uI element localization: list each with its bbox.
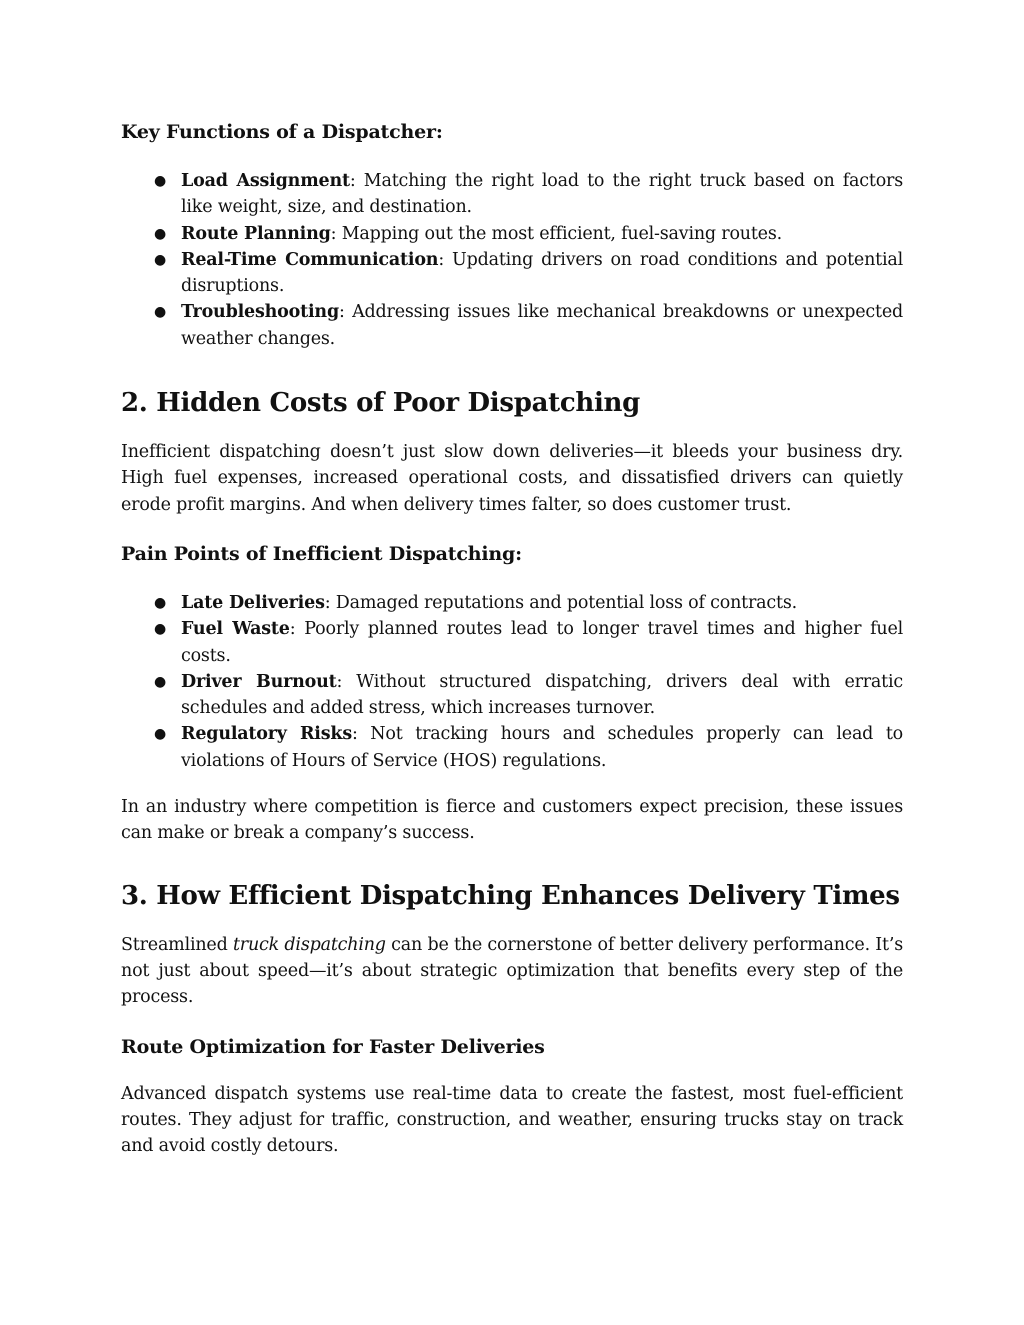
- key-functions-heading: Key Functions of a Dispatcher:: [121, 121, 443, 143]
- hidden-costs-heading: 2. Hidden Costs of Poor Dispatching: [121, 388, 641, 419]
- list-item: ● Driver Burnout: Without structured dispatching, drivers deal with erratic schedules and added stress, which increases turnover.: [121, 669, 903, 722]
- pain-points-closing-paragraph: In an industry where competition is fierce and customers expect precision, these issues can make or break a company’s success.: [121, 797, 903, 844]
- emphasis-text: truck dispatching: [232, 934, 386, 955]
- bullet-icon: ●: [154, 621, 167, 638]
- bullet-icon: ●: [154, 225, 167, 242]
- route-optimization-heading: Route Optimization for Faster Deliveries: [121, 1035, 545, 1058]
- hidden-costs-paragraph: Inefficient dispatching doesn’t just slow down deliveries—it bleeds your business dry. High fuel expenses, increased operational costs, and dissatisfied drivers can quietly erode profit margins. And when delivery times falter, so does customer trust.: [121, 442, 903, 515]
- bullet-icon: ●: [154, 726, 167, 743]
- bullet-icon: ●: [154, 251, 167, 268]
- efficient-dispatching-heading: 3. How Efficient Dispatching Enhances Delivery Times: [121, 880, 900, 911]
- list-item: ● Load Assignment: Matching the right load to the right truck based on factors like weight, size, and destination.: [121, 168, 903, 221]
- bullet-icon: ●: [154, 594, 167, 611]
- route-optimization-paragraph: Advanced dispatch systems use real-time data to create the fastest, most fuel-efficient routes. They adjust for traffic, construction, and weather, ensuring trucks stay on track and avoid costly detours.: [121, 1083, 903, 1157]
- bullet-icon: ●: [154, 173, 167, 189]
- key-functions-list: [121, 168, 903, 352]
- list-item: ● Troubleshooting: Addressing issues like mechanical breakdowns or unexpected weather changes.: [121, 299, 903, 352]
- list-item: ● Late Deliveries: Damaged reputations and potential loss of contracts.: [121, 590, 903, 616]
- list-item: ● Real-Time Communication: Updating drivers on road conditions and potential disruptions.: [121, 247, 903, 300]
- list-item: ● Route Planning: Mapping out the most efficient, fuel-saving routes.: [121, 221, 903, 247]
- bullet-icon: ●: [154, 673, 167, 690]
- list-item: ● Fuel Waste: Poorly planned routes lead to longer travel times and higher fuel costs.: [121, 616, 903, 669]
- document-page: [121, 118, 903, 1159]
- bullet-icon: ●: [154, 304, 167, 321]
- efficient-dispatching-paragraph: Streamlined truck dispatching can be the cornerstone of better delivery performance. It’s not just about speed—it’s about strategic optimization that benefits every step of the process.: [121, 934, 903, 1008]
- pain-points-list: [121, 590, 903, 774]
- list-item: ● Regulatory Risks: Not tracking hours and schedules properly can lead to violations of Hours of Service (HOS) regulations.: [121, 721, 903, 774]
- pain-points-heading: Pain Points of Inefficient Dispatching:: [121, 542, 522, 565]
